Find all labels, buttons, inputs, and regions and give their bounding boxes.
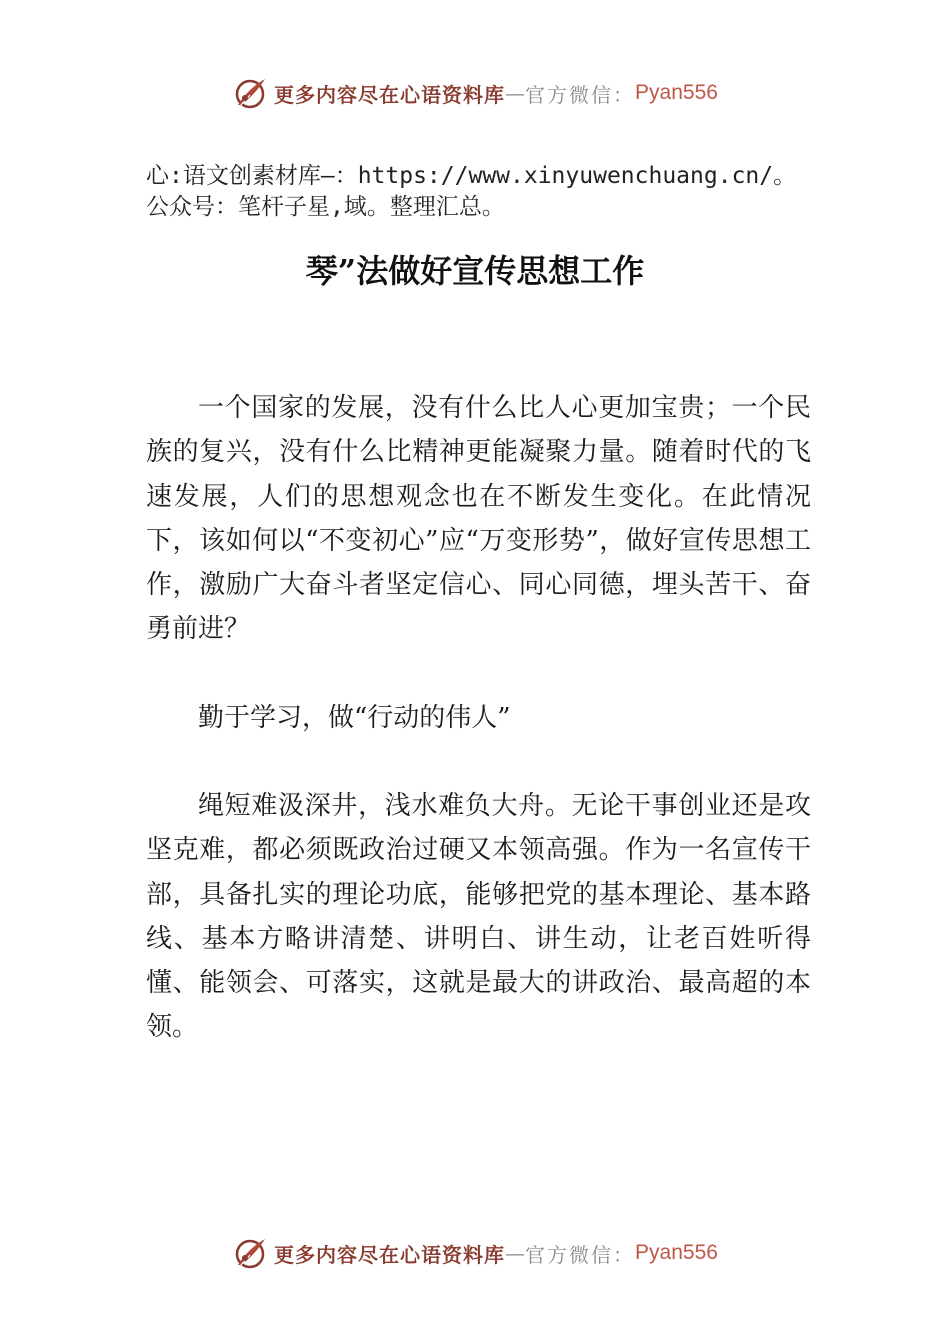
header-banner-text: 更多内容尽在心语资料库: [274, 82, 506, 107]
article-paragraph-body: 绳短难汲深井，浅水难负大舟。无论干事创业还是攻坚克难，都必须既政治过硬又本领高强。作为一名宣传干部，具备扎实的理论功底，能够把党的基本理论、基本路线、基本方略讲清楚、讲明白、讲生动，让老百姓听得懂、能领会、可落实，这就是最大的讲政治、最高超的本领。: [146, 791, 811, 1043]
footer-banner-content: [232, 1235, 718, 1271]
header-banner: [0, 71, 950, 115]
header-wechat-id: Pyan556: [635, 81, 718, 104]
header-banner-separator: —: [505, 81, 526, 105]
source-line-website: 心:语文创素材库—：https://www.xinyuwenchuang.cn/。: [146, 163, 797, 189]
footer-banner: [0, 1231, 950, 1275]
article-paragraph-intro: 一个国家的发展，没有什么比人心更加宝贵；一个民族的复兴，没有什么比精神更能凝聚力量。随着时代的飞速发展，人们的思想观念也在不断发生变化。在此情况下，该如何以“不变初心”应“万变形势”，做好宣传思想工作，激励广大奋斗者坚定信心、同心同德，埋头苦干、奋勇前进？: [146, 393, 811, 645]
article-title: 琴”法做好宣传思想工作: [305, 252, 645, 290]
header-banner-content: [232, 75, 718, 111]
footer-wechat-id: Pyan556: [635, 1241, 718, 1264]
footer-banner-separator: —: [505, 1241, 526, 1265]
header-wechat-label: 官方微信：: [525, 82, 636, 107]
article-section-heading: 勤于学习，做“行动的伟人”: [198, 703, 511, 733]
footer-banner-text: 更多内容尽在心语资料库: [274, 1242, 506, 1267]
source-line-wechat-account: 公众号：笔杆子星,域。整理汇总。: [146, 194, 505, 220]
footer-wechat-label: 官方微信：: [525, 1242, 636, 1267]
quill-pen-logo-icon: [232, 75, 268, 111]
quill-pen-logo-icon: [232, 1235, 268, 1271]
